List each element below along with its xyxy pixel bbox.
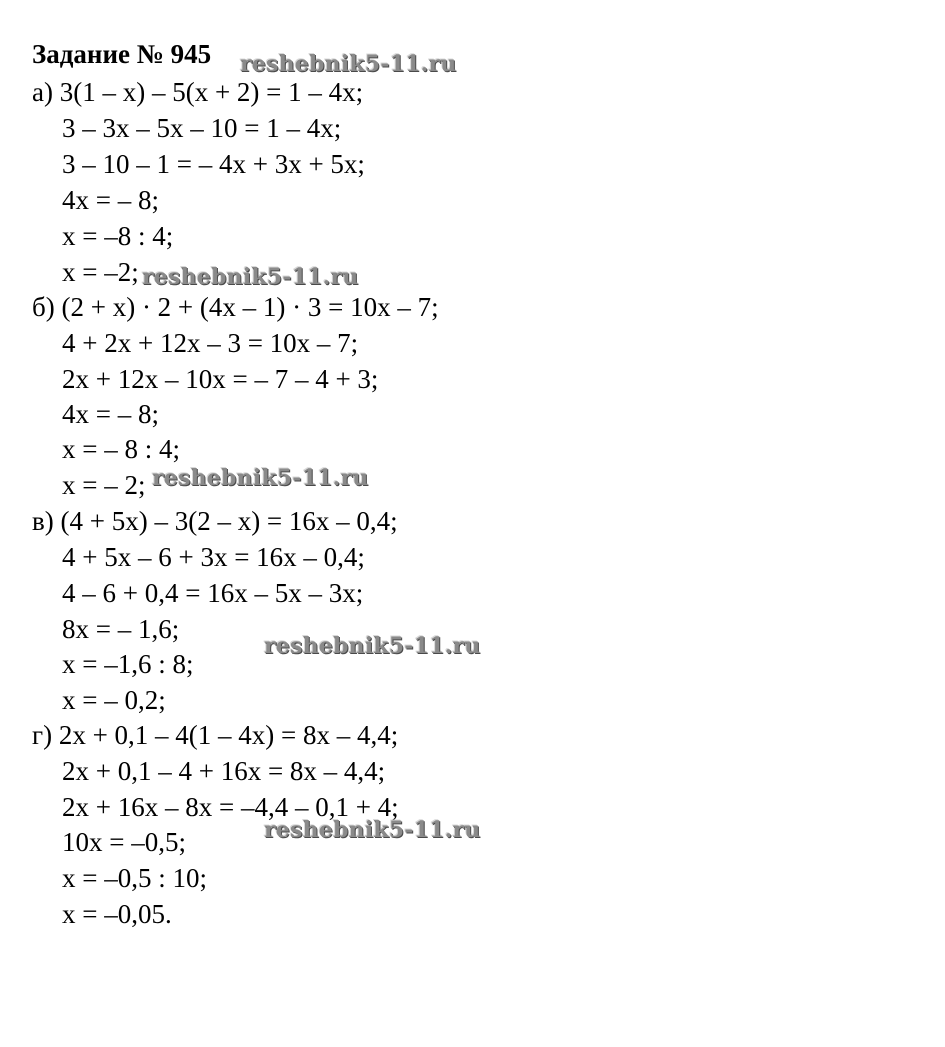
- watermark: reshebnik5-11.ru: [152, 465, 369, 491]
- part-d-equation: г) 2x + 0,1 – 4(1 – 4x) = 8x – 4,4;: [32, 720, 399, 750]
- part-c-answer: x = – 0,2;: [62, 685, 166, 715]
- part-a-step: 4x = – 8;: [62, 185, 159, 215]
- part-a-answer: x = –2;: [62, 257, 139, 287]
- part-c-step: 8x = – 1,6;: [62, 614, 180, 644]
- watermark: reshebnik5-11.ru: [264, 817, 481, 843]
- part-d-step: x = –0,5 : 10;: [62, 863, 207, 893]
- watermark: reshebnik5-11.ru: [142, 264, 359, 290]
- part-a-step: 3 – 10 – 1 = – 4x + 3x + 5x;: [62, 149, 365, 179]
- part-d-answer: x = –0,05.: [62, 899, 172, 929]
- watermark: reshebnik5-11.ru: [240, 51, 457, 77]
- part-a-equation: а) 3(1 – x) – 5(x + 2) = 1 – 4x;: [32, 77, 364, 107]
- part-d-step: 2x + 0,1 – 4 + 16x = 8x – 4,4;: [62, 756, 386, 786]
- task-title: Задание № 945: [32, 39, 212, 69]
- part-b-step: 2x + 12x – 10x = – 7 – 4 + 3;: [62, 364, 379, 394]
- part-c-step: 4 + 5x – 6 + 3x = 16x – 0,4;: [62, 542, 365, 572]
- part-a-step: x = –8 : 4;: [62, 221, 174, 251]
- part-b-step: 4 + 2x + 12x – 3 = 10x – 7;: [62, 328, 359, 358]
- part-d-step: 10x = –0,5;: [62, 827, 186, 857]
- part-c-step: x = –1,6 : 8;: [62, 649, 194, 679]
- part-b-equation: б) (2 + x) · 2 + (4x – 1) · 3 = 10x – 7;: [32, 292, 439, 322]
- part-c-equation: в) (4 + 5x) – 3(2 – x) = 16x – 0,4;: [32, 506, 398, 536]
- part-a-step: 3 – 3x – 5x – 10 = 1 – 4x;: [62, 113, 342, 143]
- part-b-step: x = – 8 : 4;: [62, 434, 180, 464]
- watermark: reshebnik5-11.ru: [264, 633, 481, 659]
- part-b-step: 4x = – 8;: [62, 399, 159, 429]
- part-c-step: 4 – 6 + 0,4 = 16x – 5x – 3x;: [62, 578, 364, 608]
- part-d-step: 2x + 16x – 8x = –4,4 – 0,1 + 4;: [62, 792, 399, 822]
- part-b-answer: x = – 2;: [62, 470, 146, 500]
